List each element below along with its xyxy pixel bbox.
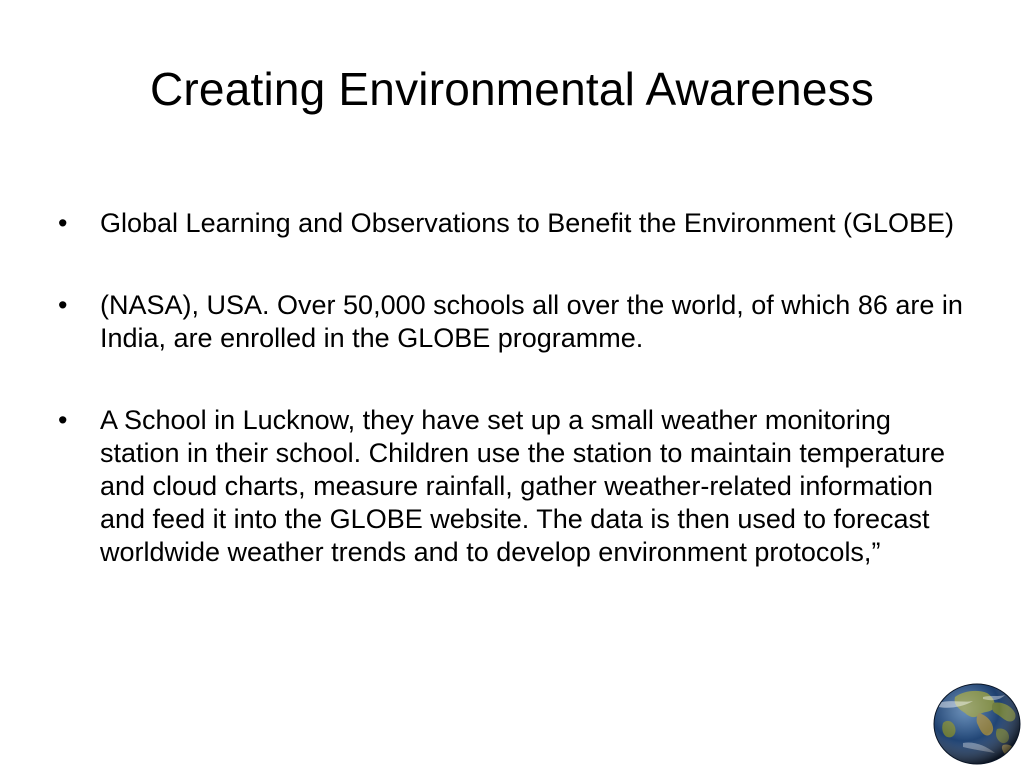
bullet-text: (NASA), USA. Over 50,000 schools all over the world, of which 86 are in India, are enrolled in the GLOBE programme. xyxy=(100,290,963,353)
bullet-item xyxy=(58,289,963,355)
bullet-marker: • xyxy=(58,290,68,320)
bullet-list xyxy=(58,207,963,618)
bullet-text: A School in Lucknow, they have set up a small weather monitoring station in their school. Children use the station to maintain temperature and cloud charts, measure rainfall, gather weather-related information and feed it into the GLOBE website. The data is then used to forecast worldwide weather trends and to develop environment protocols,” xyxy=(100,405,945,567)
slide-title: Creating Environmental Awareness xyxy=(149,63,875,115)
bullet-text: Global Learning and Observations to Benefit the Environment (GLOBE) xyxy=(100,208,954,238)
earth-globe-icon xyxy=(933,683,1021,765)
bullet-item xyxy=(58,404,963,569)
bullet-marker: • xyxy=(58,208,68,238)
bullet-item xyxy=(58,207,963,240)
bullet-marker: • xyxy=(58,405,68,435)
